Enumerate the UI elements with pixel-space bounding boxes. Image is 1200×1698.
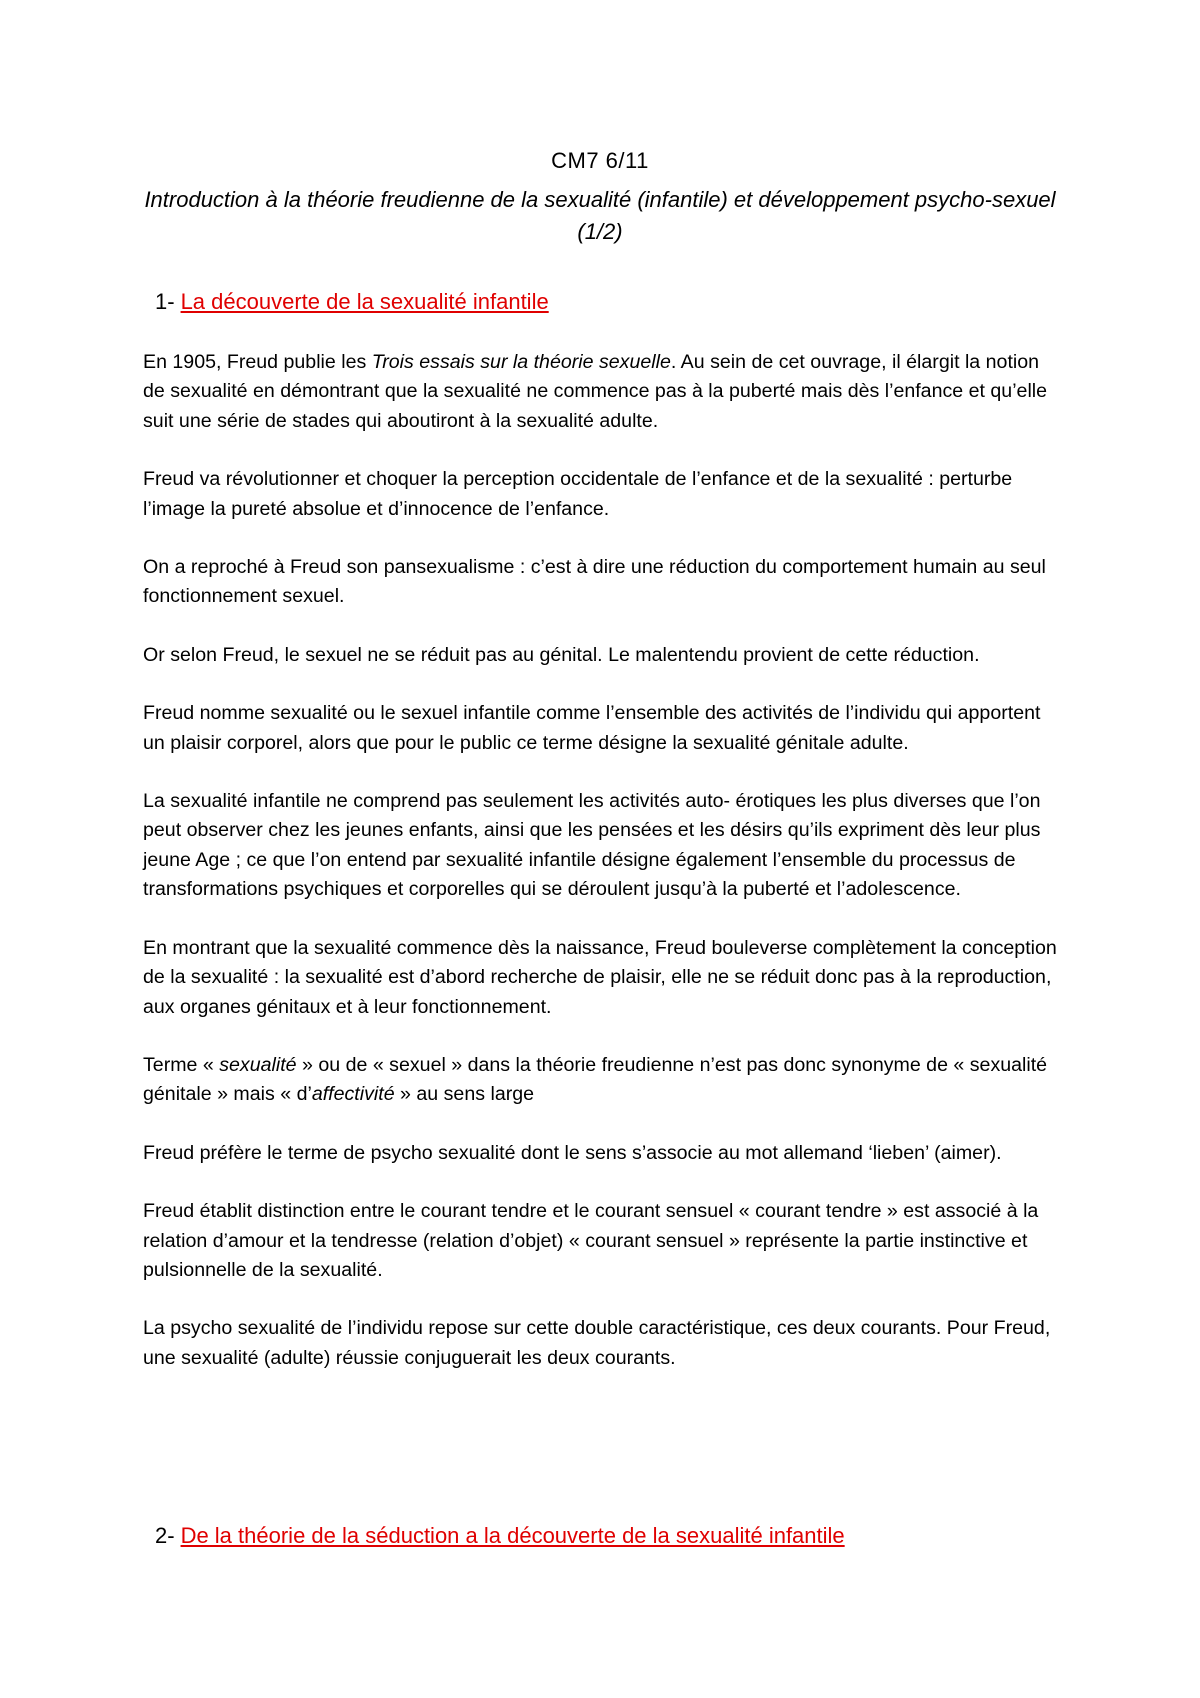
text-run: Terme «	[143, 1053, 220, 1076]
section-heading-1	[155, 289, 549, 315]
body-text	[143, 348, 1063, 1402]
paragraph-2: Freud va révolutionner et choquer la perception occidentale de l’enfance et de la sexualité : perturbe l’image la pureté absolue et d’innocence de l’enfance.	[143, 468, 1013, 520]
paragraph-8	[143, 1051, 1063, 1110]
text-run: » ou de « sexuel » dans la théorie freudienne n’est pas donc synonyme de « sexualité génitale » mais « d’	[143, 1053, 1048, 1106]
section-title: La découverte de la sexualité infantile	[180, 289, 549, 314]
text-run: . Au sein de cet ouvrage, il élargit la notion de sexualité en démontrant que la sexualité ne commence pas à la puberté mais dès l’enfance et qu’elle suit une série de stades qui aboutiront à la sexualité adulte.	[143, 351, 1048, 432]
section-heading-2	[155, 1523, 845, 1549]
section-number: 2-	[155, 1523, 175, 1548]
paragraph-9: Freud préfère le terme de psycho sexualité dont le sens s’associe au mot allemand ‘lieben’ (aimer).	[143, 1141, 1002, 1164]
paragraph-6: La sexualité infantile ne comprend pas seulement les activités auto- érotiques les plus diverses que l’on peut observer chez les jeunes enfants, ainsi que les pensées et les désirs qu’ils expriment dès leur plus jeune Age ; ce que l’on entend par sexualité infantile désigne également l’ensemble du processus de transformations psychiques et corporelles qui se déroulent jusqu’à la puberté et l’adolescence.	[143, 790, 1041, 901]
page-subtitle: Introduction à la théorie freudienne de la sexualité (infantile) et développement psycho-sexuel (1/2)	[144, 187, 1056, 244]
paragraph-10: Freud établit distinction entre le courant tendre et le courant sensuel « courant tendre » est associé à la relation d’amour et la tendresse (relation d’objet) « courant sensuel » représente la partie instinctive et pulsionnelle de la sexualité.	[143, 1200, 1039, 1281]
paragraph-4: Or selon Freud, le sexuel ne se réduit pas au génital. Le malentendu provient de cette réduction.	[143, 643, 980, 666]
paragraph-7: En montrant que la sexualité commence dès la naissance, Freud bouleverse complètement la conception de la sexualité : la sexualité est d’abord recherche de plaisir, elle ne se réduit donc pas à la reproduction, aux organes génitaux et à leur fonctionnement.	[143, 936, 1057, 1018]
book-title: Trois essais sur la théorie sexuelle	[371, 351, 671, 373]
italic-term: affectivité	[311, 1083, 395, 1106]
page-title: CM7 6/11	[551, 148, 649, 173]
paragraph-5: Freud nomme sexualité ou le sexuel infantile comme l’ensemble des activités de l’individu qui apportent un plaisir corporel, alors que pour le public ce terme désigne la sexualité génitale adulte.	[143, 702, 1041, 754]
text-run: » au sens large	[394, 1083, 535, 1106]
paragraph-3: On a reproché à Freud son pansexualisme : c’est à dire une réduction du comportement humain au seul fonctionnement sexuel.	[143, 556, 1046, 608]
paragraph-11: La psycho sexualité de l’individu repose sur cette double caractéristique, ces deux courants. Pour Freud, une sexualité (adulte) réussie conjuguerait les deux courants.	[143, 1317, 1051, 1369]
text-run: En 1905, Freud publie les	[143, 351, 372, 373]
paragraph-1	[143, 348, 1063, 436]
section-title: De la théorie de la séduction a la découverte de la sexualité infantile	[180, 1523, 845, 1548]
italic-term: sexualité	[219, 1053, 297, 1076]
section-number: 1-	[155, 289, 175, 314]
